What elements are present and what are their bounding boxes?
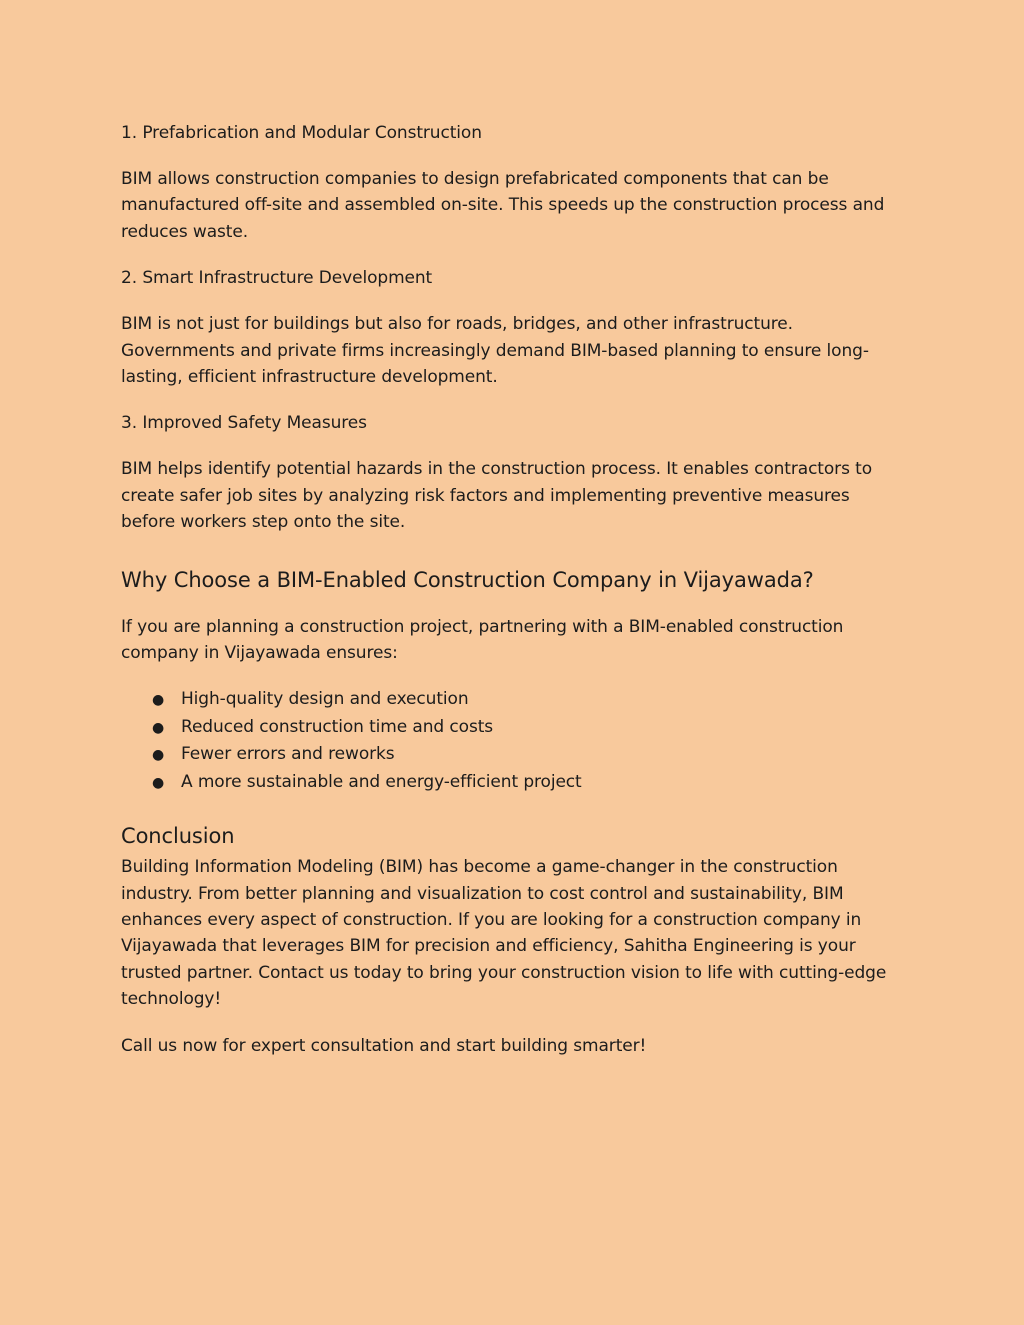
bullet-icon: ● (152, 692, 165, 709)
section-1-body: BIM allows construction companies to design prefabricated components that can be manufactured off-site and assembled on-site. This speeds up the construction process and reduces waste. (121, 169, 885, 242)
section-2-title: 2. Smart Infrastructure Development (121, 268, 433, 289)
bullet-icon: ● (152, 747, 165, 764)
list-item (121, 741, 904, 768)
section-2-body: BIM is not just for buildings but also for roads, bridges, and other infrastructure. Governments and private firms increasingly demand BIM-based planning to ensure long-lasting, efficient infrastructure development. (121, 314, 869, 388)
conclusion-heading: Conclusion (121, 824, 235, 849)
list-item (121, 714, 904, 741)
section-1-title: 1. Prefabrication and Modular Construction (121, 123, 482, 143)
why-choose-heading: Why Choose a BIM-Enabled Construction Company in Vijayawada? (121, 567, 814, 592)
list-item (121, 769, 904, 796)
list-item-text: Fewer errors and reworks (181, 744, 395, 765)
call-to-action: Call us now for expert consultation and start building smarter! (121, 1035, 647, 1056)
list-item-text: A more sustainable and energy-efficient project (181, 771, 582, 792)
bullet-icon: ● (152, 719, 165, 736)
list-item-text: Reduced construction time and costs (181, 716, 494, 737)
benefits-list (121, 686, 904, 796)
document-content (121, 120, 904, 1059)
list-item (121, 686, 904, 713)
section-3-body: BIM helps identify potential hazards in the construction process. It enables contractors to create safer job sites by analyzing risk factors and implementing preventive measures before workers step onto the site. (121, 459, 872, 533)
list-item-text: High-quality design and execution (181, 689, 469, 710)
why-choose-intro: If you are planning a construction project, partnering with a BIM-enabled construction company in Vijayawada ensures: (121, 616, 844, 664)
section-3-title: 3. Improved Safety Measures (121, 413, 367, 434)
bullet-icon: ● (152, 774, 165, 791)
conclusion-body: Building Information Modeling (BIM) has become a game-changer in the construction industry. From better planning and visualization to cost control and sustainability, BIM enhances every aspect of construction. If you are looking for a construction company in Vijayawada that leverages BIM for precision and efficiency, Sahitha Engineering is your trusted partner. Contact us today to bring your construction vision to life with cutting-edge technology! (121, 857, 887, 1010)
